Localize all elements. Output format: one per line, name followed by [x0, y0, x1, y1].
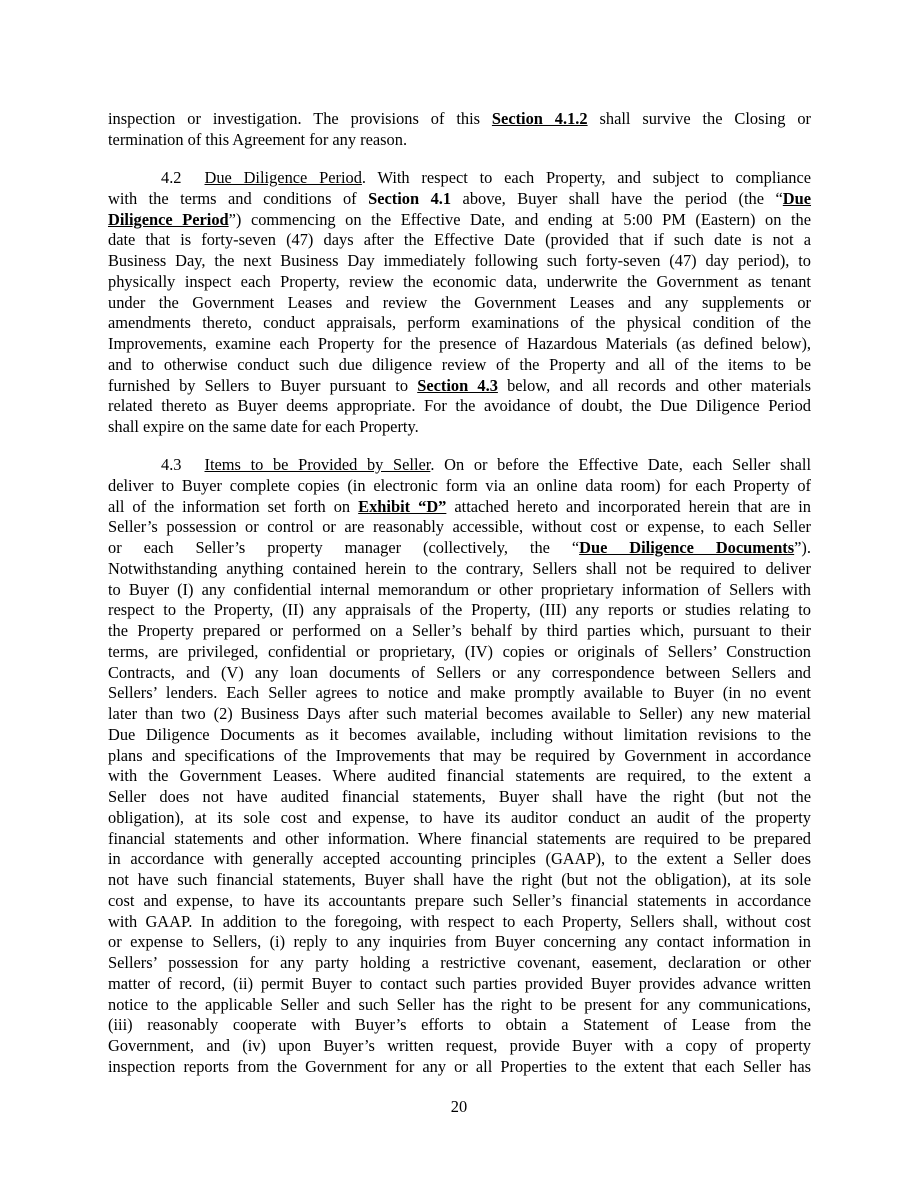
text-line: matter of record, (ii) permit Buyer to contact such parties provided Buyer provides advance written [108, 973, 811, 993]
text-line: (iii) reasonably cooperate with Buyer’s efforts to obtain a Statement of Lease from the [108, 1015, 811, 1035]
text-line: Contracts, and (V) any loan documents of Sellers or any correspondence between Sellers and [108, 662, 811, 682]
text-line: the Property prepared or performed on a Seller’s behalf by third parties which, pursuant to their [108, 621, 811, 640]
text-line: Improvements, examine each Property for the presence of Hazardous Materials (as defined below), [108, 334, 811, 353]
text-line: date that is forty-seven (47) days after the Effective Date (provided that if such date is not a [108, 230, 811, 250]
text-line: Due Diligence Documents as it becomes available, including without limitation revisions to the [108, 724, 811, 744]
text-line: to Buyer (I) any confidential internal memorandum or other proprietary information of Sellers with [108, 579, 811, 599]
text-line: Seller does not have audited financial statements, Buyer shall have the right (but not the [108, 787, 811, 806]
text-line: Business Day, the next Business Day immediately following such forty-seven (47) day period), to [108, 251, 811, 270]
text-line: Seller’s possession or control or are reasonably accessible, without cost or expense, to each Seller [108, 517, 811, 537]
section-heading-line: 4.3 Items to be Provided by Seller. On or before the Effective Date, each Seller shall [161, 455, 811, 474]
text-line: physically inspect each Property, review the economic data, underwrite the Government as tenant [108, 271, 811, 291]
text-line: not have such financial statements, Buyer shall have the right (but not the obligation), at its sole [108, 870, 811, 889]
text-line: later than two (2) Business Days after such material becomes available to Seller) any new material [108, 704, 811, 723]
text-line: deliver to Buyer complete copies (in electronic form via an online data room) for each Property of [108, 475, 811, 495]
text-line: terms, are privileged, confidential or proprietary, (IV) copies or originals of Sellers’ Construction [108, 641, 811, 661]
text-line: in accordance with generally accepted accounting principles (GAAP), to the extent a Seller does [108, 849, 811, 869]
text-line: Notwithstanding anything contained herein to the contrary, Sellers shall not be required to deliver [108, 558, 811, 578]
section-heading: Items to be Provided by Seller [204, 455, 431, 474]
text-line: inspection reports from the Government for any or all Properties to the extent that each Seller has [108, 1056, 811, 1076]
text-line: with the Government Leases. Where audited financial statements are required, to the extent a [108, 766, 811, 786]
text-line: furnished by Sellers to Buyer pursuant to Section 4.3 below, and all records and other materials [108, 375, 811, 395]
defined-term: Due Diligence Documents [579, 538, 795, 557]
text-line: Government, and (iv) upon Buyer’s written request, provide Buyer with a copy of property [108, 1036, 811, 1055]
text-line: inspection or investigation. The provisions of this Section 4.1.2 shall survive the Closing or [108, 109, 811, 128]
section-reference: Section 4.3 [417, 375, 498, 395]
section-heading: Due Diligence Period [204, 168, 362, 187]
text-line: all of the information set forth on Exhibit “D” attached hereto and incorporated herein that are in [108, 496, 811, 516]
text-line: respect to the Property, (II) any appraisals of the Property, (III) any reports or studies relating to [108, 600, 811, 620]
section-number: 4.2 [161, 168, 182, 187]
section-reference: Section 4.1 [368, 188, 452, 208]
text-line: notice to the applicable Seller and such Seller has the right to be present for any communications, [108, 994, 811, 1014]
text-line: related thereto as Buyer deems appropriate. For the avoidance of doubt, the Due Diligence Period [108, 396, 811, 416]
text-line: Diligence Period”) commencing on the Effective Date, and ending at 5:00 PM (Eastern) on the [108, 209, 811, 229]
exhibit-reference: Exhibit “D” [358, 496, 447, 516]
text-line: financial statements and other information. Where financial statements are required to be prepared [108, 828, 811, 848]
text-line: with GAAP. In addition to the foregoing, with respect to each Property, Sellers shall, without cost [108, 911, 811, 931]
text-line: or expense to Sellers, (i) reply to any inquiries from Buyer concerning any contact information in [108, 932, 811, 952]
paragraph-continuation [108, 109, 811, 151]
section-4-2 [108, 168, 811, 438]
section-heading-line: 4.2 Due Diligence Period. With respect to each Property, and subject to compliance [161, 168, 811, 187]
text-line: shall expire on the same date for each Property. [108, 417, 419, 436]
defined-term: Diligence Period [108, 209, 229, 229]
section-reference: Section 4.1.2 [491, 109, 588, 128]
text-line: or each Seller’s property manager (collectively, the “Due Diligence Documents”). [108, 538, 811, 557]
text-line: obligation), at its sole cost and expense, to have its auditor conduct an audit of the property [108, 807, 811, 827]
text-line: and to otherwise conduct such due diligence review of the Property and all of the items to be [108, 354, 811, 374]
section-4-3 [108, 455, 811, 1078]
text-line: under the Government Leases and review the Government Leases and any supplements or [108, 292, 811, 312]
text-line: amendments thereto, conduct appraisals, perform examinations of the physical condition of the [108, 313, 811, 333]
text-line: Sellers’ lenders. Each Seller agrees to notice and make promptly available to Buyer (in no event [108, 683, 811, 703]
section-number: 4.3 [161, 455, 182, 474]
page-number: 20 [450, 1097, 468, 1116]
text-line: cost and expense, to have its accountants prepare such Seller’s financial statements in accordance [108, 890, 811, 910]
text-line: termination of this Agreement for any reason. [108, 129, 408, 149]
text-line: plans and specifications of the Improvements that may be required by Government in accordance [108, 745, 811, 765]
text-line: Sellers’ possession for any party holding a restrictive covenant, easement, declaration or other [108, 953, 811, 972]
defined-term: Due [782, 188, 812, 208]
text-line: with the terms and conditions of Section 4.1 above, Buyer shall have the period (the “Due [108, 188, 812, 208]
